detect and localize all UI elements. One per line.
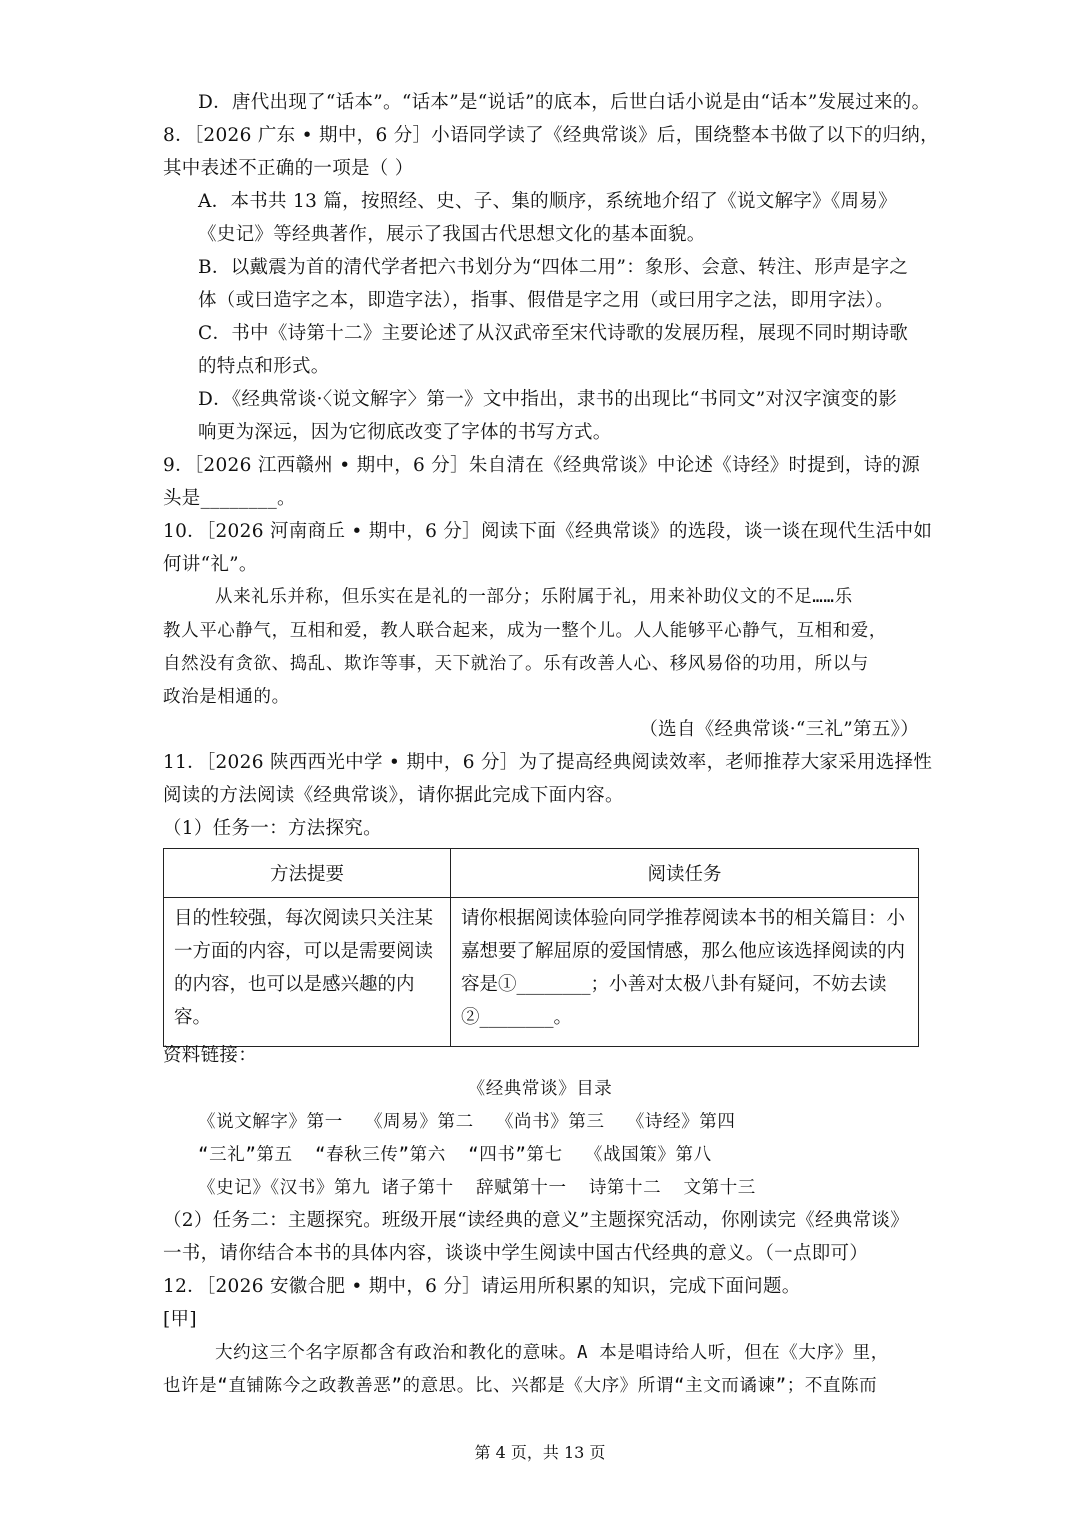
table-cell-method: 目的性较强，每次阅读只关注某一方面的内容，可以是需要阅读的内容，也可以是感兴趣的内容。 bbox=[164, 898, 451, 1047]
table-header-task: 阅读任务 bbox=[451, 849, 919, 898]
q8-stem-line2: 其中表述不正确的一项是（ ） bbox=[163, 158, 414, 179]
q10-source: （选自《经典常谈·“三礼”第五》） bbox=[639, 719, 919, 740]
toc-line2: “三礼”第五 “春秋三传”第六 “四书”第七 《战国策》第八 bbox=[198, 1145, 712, 1165]
q10-passage-line3: 自然没有贪欲、捣乱、欺诈等事，天下就治了。乐有改善人心、移风易俗的功用，所以与 bbox=[163, 654, 869, 674]
q11-stem-line1: 11．［2026 陕西西光中学 • 期中，6 分］为了提高经典阅读效率，老师推荐大家采用选择性 bbox=[163, 752, 933, 773]
toc-line1: 《说文解字》第一 《周易》第二 《尚书》第三 《诗经》第四 bbox=[198, 1112, 736, 1132]
page-footer: 第 4 页，共 13 页 bbox=[474, 1443, 606, 1462]
q11-method-table bbox=[163, 848, 919, 1047]
q8-option-b: B．以戴震为首的清代学者把六书划分为“四体二用”：象形、会意、转注、形声是字之 bbox=[198, 257, 909, 278]
table-header-method: 方法提要 bbox=[164, 849, 451, 898]
q7-option-d: D．唐代出现了“话本”。“话本”是“说话”的底本，后世白话小说是由“话本”发展过来的。 bbox=[198, 92, 931, 113]
q11-task2-line2: 一书，请你结合本书的具体内容，谈谈中学生阅读中国古代经典的意义。（一点即可） bbox=[163, 1243, 869, 1264]
q11-resource-link: 资料链接： bbox=[163, 1045, 258, 1066]
q10-stem-line2: 何讲“礼”。 bbox=[163, 554, 258, 575]
q9-stem-line2: 头是________。 bbox=[163, 488, 296, 509]
q8-option-c: C．书中《诗第十二》主要论述了从汉武帝至宋代诗歌的发展历程，展现不同时期诗歌 bbox=[198, 323, 909, 344]
q8-option-d: D．《经典常谈·〈说文解字〉第一》文中指出，隶书的出现比“书同文”对汉字演变的影 bbox=[198, 389, 898, 410]
q8-option-b-cont: 体（或曰造字之本，即造字法），指事、假借是字之用（或曰用字之法，即用字法）。 bbox=[198, 290, 894, 311]
toc-title: 《经典常谈》目录 bbox=[467, 1079, 613, 1099]
q8-option-a: A．本书共 13 篇，按照经、史、子、集的顺序，系统地介绍了《说文解字》《周易》 bbox=[198, 191, 897, 212]
q12-label-jia: [甲] bbox=[163, 1309, 197, 1330]
q11-task1: （1）任务一：方法探究。 bbox=[163, 818, 382, 839]
q10-passage-line2: 教人平心静气，互相和爱，教人联合起来，成为一整个儿。人人能够平心静气，互相和爱， bbox=[163, 621, 887, 641]
q8-option-a-cont: 《史记》等经典著作，展示了我国古代思想文化的基本面貌。 bbox=[198, 224, 706, 245]
table-cell-task: 请你根据阅读体验向同学推荐阅读本书的相关篇目：小嘉想要了解屈原的爱国情感，那么他应该选择阅读的内容是①________；小善对太极八卦有疑问，不妨去读②________。 bbox=[451, 898, 919, 1047]
q10-passage-line1: 从来礼乐并称，但乐实在是礼的一部分；乐附属于礼，用来补助仪文的不足……乐 bbox=[215, 587, 853, 607]
q9-stem-line1: 9．［2026 江西赣州 • 期中，6 分］朱自清在《经典常谈》中论述《诗经》时提到，诗的源 bbox=[163, 455, 921, 476]
q12-stem: 12．［2026 安徽合肥 • 期中，6 分］请运用所积累的知识，完成下面问题。 bbox=[163, 1276, 801, 1297]
q12-passage-line1: 大约这三个名字原都含有政治和教化的意味。A 本是唱诗给人听，但在《大序》里， bbox=[215, 1343, 889, 1363]
q10-stem-line1: 10．［2026 河南商丘 • 期中，6 分］阅读下面《经典常谈》的选段，谈一谈在现代生活中如 bbox=[163, 521, 933, 542]
q11-stem-line2: 阅读的方法阅读《经典常谈》，请你据此完成下面内容。 bbox=[163, 785, 624, 806]
q8-stem-line1: 8．［2026 广东 • 期中，6 分］小语同学读了《经典常谈》后，围绕整本书做了以下的归纳， bbox=[163, 125, 939, 146]
toc-line3: 《史记》《汉书》第九 诸子第十 辞赋第十一 诗第十二 文第十三 bbox=[198, 1178, 756, 1198]
q12-passage-line2: 也许是“直铺陈今之政教善恶”的意思。比、兴都是《大序》所谓“主文而谲谏”；不直陈而 bbox=[163, 1376, 878, 1396]
q8-option-c-cont: 的特点和形式。 bbox=[198, 356, 330, 377]
q8-option-d-cont: 响更为深远，因为它彻底改变了字体的书写方式。 bbox=[198, 422, 612, 443]
q10-passage-line4: 政治是相通的。 bbox=[163, 687, 290, 707]
q11-task2-line1: （2）任务二：主题探究。班级开展“读经典的意义”主题探究活动，你刚读完《经典常谈》 bbox=[163, 1210, 909, 1231]
